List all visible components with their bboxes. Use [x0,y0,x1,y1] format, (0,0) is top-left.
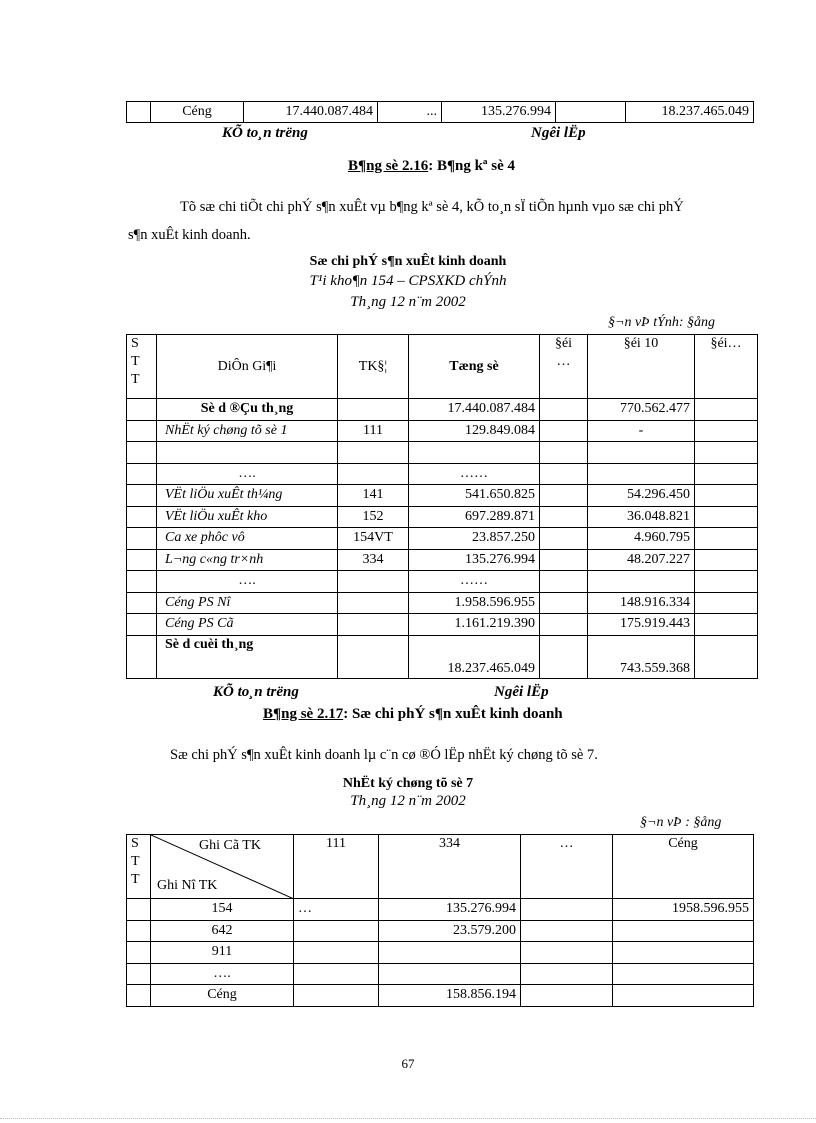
stt-cell [127,485,157,507]
header-team-10: §éi 10 [588,335,695,399]
team-10-cell: 148.916.334 [588,592,695,614]
ledger-row [127,528,758,550]
team-10-cell [588,442,695,464]
account-cell [338,592,409,614]
col-dots-cell [521,985,613,1007]
header-team-1: §éi … [540,335,588,399]
description-cell: …. [157,571,338,593]
journal-row [127,963,754,985]
preparer-label: Ngêi lËp [531,125,586,141]
team-10-cell [588,463,695,485]
total-cell [613,920,754,942]
description-cell: Céng PS Cã [157,614,338,636]
team-1-cell [540,635,588,678]
description-cell: NhËt ký chøng tõ sè 1 [157,420,338,442]
description-cell: Ca xe phôc vô [157,528,338,550]
team-more-cell [695,442,758,464]
paragraph-line: s¶n xuÊt kinh doanh. [128,227,251,243]
header-account: TK§¦ [338,335,409,399]
account-cell: 152 [338,506,409,528]
preparer-label: Ngêi lËp [494,684,549,700]
stt-cell [127,963,151,985]
team-more-cell [695,399,758,421]
header-dots: … [521,835,613,899]
ledger-row [127,549,758,571]
journal-period: Th¸ng 12 n¨m 2002 [350,793,466,809]
col-334-cell: 135.276.994 [379,899,521,921]
empty-cell [556,102,626,123]
team-more-cell [695,528,758,550]
team-1-cell [540,442,588,464]
value-cell: ... [378,102,442,123]
account-cell: Céng [151,985,294,1007]
page-bottom-border [0,1118,816,1119]
ledger-row [127,614,758,636]
header-diagonal-cell [151,835,294,899]
account-cell: …. [151,963,294,985]
stt-cell [127,571,157,593]
stt-cell [127,399,157,421]
col-dots-cell [521,899,613,921]
total-cell: 1.958.596.955 [409,592,540,614]
caption-number: B¶ng sè 2.17 [263,706,344,722]
header-team-more: §éi… [695,335,758,399]
col-dots-cell [521,920,613,942]
team-10-cell: 175.919.443 [588,614,695,636]
total-cell: 135.276.994 [409,549,540,571]
header-111: 111 [294,835,379,899]
total-cell: …… [409,463,540,485]
col-334-cell [379,963,521,985]
chief-accountant-label: KÕ to¸n trëng [213,684,299,700]
ledger-account: T¹i kho¶n 154 – CPSXKD chÝnh [309,273,507,289]
team-10-cell: 36.048.821 [588,506,695,528]
header-total: Céng [613,835,754,899]
stt-cell [127,942,151,964]
value-cell: 18.237.465.049 [626,102,754,123]
stt-cell [127,442,157,464]
caption-text: : Sæ chi phÝ s¶n xuÊt kinh doanh [343,706,563,722]
col-dots-cell [521,942,613,964]
value-cell: 17.440.087.484 [244,102,378,123]
credit-account-label: Ghi Cã TK [199,838,261,853]
ledger-period: Th¸ng 12 n¨m 2002 [350,294,466,310]
account-cell: 154VT [338,528,409,550]
ledger-unit: §¬n vÞ tÝnh: §ång [608,315,716,330]
ledger-row [127,485,758,507]
stt-cell [127,463,157,485]
team-1-cell [540,549,588,571]
stt-cell [127,614,157,636]
description-cell: …. [157,463,338,485]
account-cell: 154 [151,899,294,921]
col-111-cell: … [294,899,379,921]
description-cell: L¬ng c«ng tr×nh [157,549,338,571]
caption-table-2-16 [348,158,515,175]
stt-cell [127,528,157,550]
team-10-cell: 54.296.450 [588,485,695,507]
journal-title: NhËt ký chøng tõ sè 7 [342,776,474,791]
team-more-cell [695,485,758,507]
total-cell: 1958.596.955 [613,899,754,921]
col-111-cell [294,942,379,964]
journal-row [127,985,754,1007]
stt-cell [127,592,157,614]
header-334: 334 [379,835,521,899]
account-cell: 141 [338,485,409,507]
account-cell: 642 [151,920,294,942]
col-111-cell [294,920,379,942]
ledger-row [127,420,758,442]
ledger-row [127,592,758,614]
paragraph-line: Tõ sæ chi tiÕt chi phÝ s¶n xuÊt vµ b¶ng kª sè 4, kÕ to¸n sÏ tiÕn hµnh vµo sæ chi phÝ [180,199,684,215]
total-cell: 17.440.087.484 [409,399,540,421]
team-more-cell [695,506,758,528]
ledger-row [127,442,758,464]
total-cell: 23.857.250 [409,528,540,550]
total-cell: …… [409,571,540,593]
closing-total: 18.237.465.049 [409,635,540,678]
closing-balance-label: Sè d cuèi th¸ng [157,635,338,678]
col-334-cell: 23.579.200 [379,920,521,942]
ledger-row [127,571,758,593]
journal-table [126,834,754,1007]
total-cell: 1.161.219.390 [409,614,540,636]
team-1-cell [540,571,588,593]
stt-cell [127,506,157,528]
page-number: 67 [401,1056,415,1071]
journal-row [127,899,754,921]
journal-row [127,942,754,964]
total-label: Céng [151,102,244,123]
col-334-cell [379,942,521,964]
description-cell: VËt liÖu xuÊt th¼ng [157,485,338,507]
team-1-cell [540,463,588,485]
account-cell [338,614,409,636]
description-cell: Sè d ®Çu th¸ng [157,399,338,421]
total-cell: 129.849.084 [409,420,540,442]
caption-table-2-17 [263,706,563,723]
total-cell [613,963,754,985]
account-cell [338,571,409,593]
header-stt: S T T [127,835,151,899]
header-description: DiÔn Gi¶i [157,335,338,399]
stt-cell [127,920,151,942]
total-cell [613,942,754,964]
paragraph-line: Sæ chi phÝ s¶n xuÊt kinh doanh lµ c¨n cø ®Ó lËp nhËt ký chøng tõ sè 7. [170,747,598,763]
stt-cell [127,985,151,1007]
journal-row [127,920,754,942]
col-111-cell [294,963,379,985]
account-cell: 911 [151,942,294,964]
total-cell: 697.289.871 [409,506,540,528]
ledger-title: Sæ chi phÝ s¶n xuÊt kinh doanh [309,254,507,269]
account-cell [338,442,409,464]
col-dots-cell [521,963,613,985]
team-1-cell [540,420,588,442]
team-more-cell [695,463,758,485]
team-10-cell: - [588,420,695,442]
team-more-cell [695,592,758,614]
col-334-cell: 158.856.194 [379,985,521,1007]
account-cell [338,399,409,421]
ledger-row [127,506,758,528]
account-cell [338,463,409,485]
total-cell [613,985,754,1007]
stt-cell [127,899,151,921]
stt-cell [127,102,151,123]
debit-account-label: Ghi Nî TK [157,878,218,893]
account-cell: 334 [338,549,409,571]
value-cell: 135.276.994 [442,102,556,123]
team-more-cell [695,614,758,636]
total-cell: 541.650.825 [409,485,540,507]
stt-cell [127,420,157,442]
ledger-row [127,463,758,485]
team-more-cell [695,420,758,442]
team-1-cell [540,506,588,528]
team-1-cell [540,399,588,421]
team-10-cell: 4.960.795 [588,528,695,550]
closing-team-10: 743.559.368 [588,635,695,678]
team-1-cell [540,614,588,636]
account-cell [338,635,409,678]
caption-text: : B¶ng kª sè 4 [428,158,515,174]
team-1-cell [540,528,588,550]
team-10-cell [588,571,695,593]
header-stt: S T T [127,335,157,399]
description-cell: VËt liÖu xuÊt kho [157,506,338,528]
stt-cell [127,635,157,678]
top-table [126,101,754,123]
journal-unit: §¬n vÞ : §ång [640,815,722,830]
team-more-cell [695,571,758,593]
col-111-cell [294,985,379,1007]
chief-accountant-label: KÕ to¸n trëng [222,125,308,141]
description-cell [157,442,338,464]
total-cell [409,442,540,464]
description-cell: Céng PS Nî [157,592,338,614]
team-10-cell: 770.562.477 [588,399,695,421]
caption-number: B¶ng sè 2.16 [348,158,429,174]
account-cell: 111 [338,420,409,442]
stt-cell [127,549,157,571]
team-10-cell: 48.207.227 [588,549,695,571]
header-total: Tæng sè [409,335,540,399]
team-1-cell [540,485,588,507]
team-1-cell [540,592,588,614]
team-more-cell [695,549,758,571]
team-more-cell [695,635,758,678]
ledger-row [127,399,758,421]
ledger-table [126,334,758,679]
